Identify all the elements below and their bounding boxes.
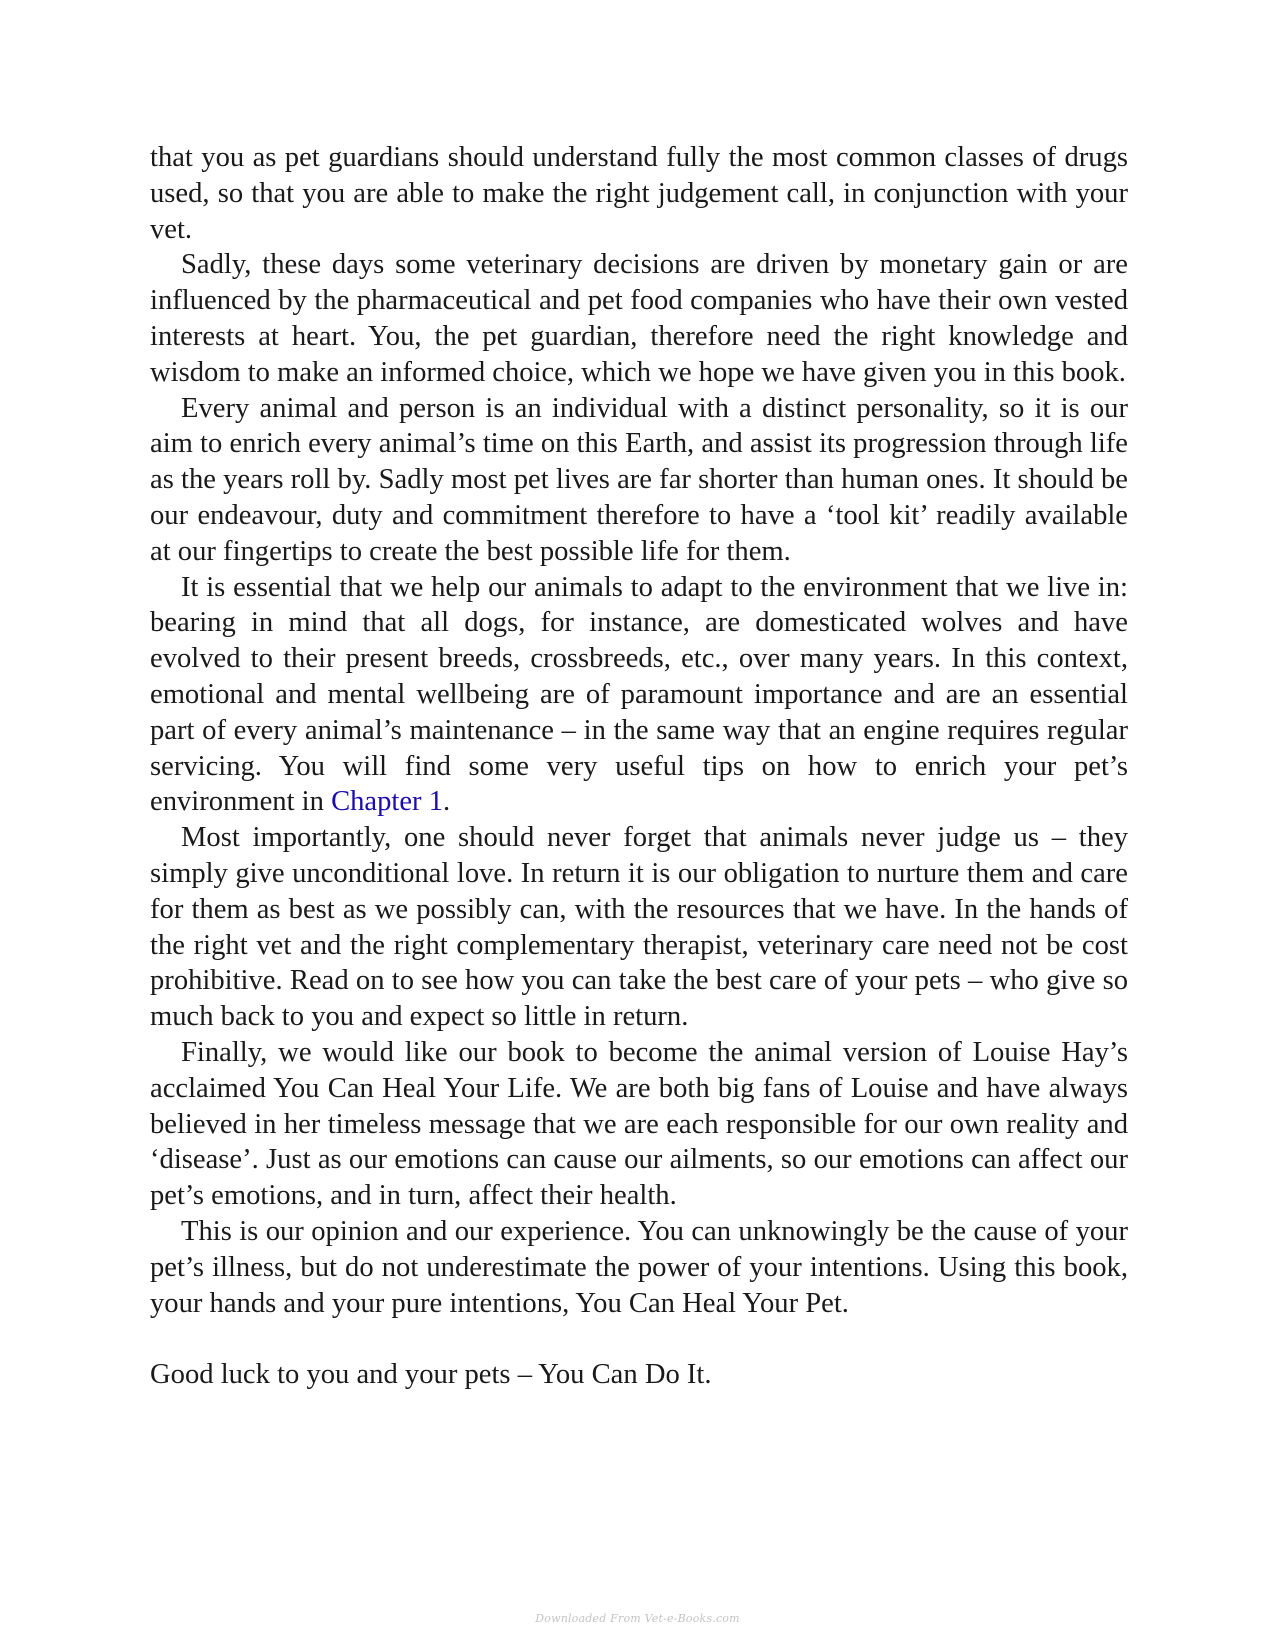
paragraph-veterinary-decisions: Sadly, these days some veterinary decisions are driven by monetary gain or are influenced by the pharmaceutical and pet food companies who have their own vested interests at heart. You, the pet guardian, therefore need the right knowledge and wisdom to make an informed choice, which we hope we have given you in this book. — [150, 249, 1128, 388]
paragraph-environment — [150, 570, 1128, 821]
download-watermark: Downloaded From Vet-e-Books.com — [535, 1612, 740, 1625]
paragraph-continued: that you as pet guardians should understand fully the most common classes of drugs used, so that you are able to make the right judgement call, in conjunction with your vet. — [150, 142, 1128, 245]
closing-line: Good luck to you and your pets – You Can Do It. — [150, 1359, 712, 1391]
paragraph-environment-text: It is essential that we help our animals to adapt to the environment that we live in: bearing in mind that all dogs, for instance, are domesticated wolves and have evolved to their present breeds, crossbreeds, etc., over many years. In this context, emotional and mental wellbeing are of paramount importance and are an essential part of every animal’s maintenance – in the same way that an engine requires regular servicing. You will find some very useful tips on how to enrich your pet’s environment in — [150, 571, 1128, 818]
paragraph-louise-hay: Finally, we would like our book to become the animal version of Louise Hay’s acclaimed You Can Heal Your Life. We are both big fans of Louise and have always believed in her timeless message that we are each responsible for our own reality and ‘disease’. Just as our emotions can cause our ailments, so our emotions can affect our pet’s emotions, and in turn, affect their health. — [150, 1036, 1128, 1212]
page-body — [150, 140, 1128, 1393]
paragraph-environment-end: . — [443, 786, 451, 818]
paragraph-every-animal: Every animal and person is an individual with a distinct personality, so it is our aim to enrich every animal’s time on this Earth, and assist its progression through life as the years roll by. Sadly most pet lives are far shorter than human ones. It should be our endeavour, duty and commitment therefore to have a ‘tool kit’ readily available at our fingertips to create the best possible life for them. — [150, 392, 1128, 567]
paragraph-unconditional-love: Most importantly, one should never forget that animals never judge us – they simply give unconditional love. In return it is our obligation to nurture them and care for them as best as we possibly can, with the resources that we have. In the hands of the right vet and the right complementary therapist, veterinary care need not be cost prohibitive. Read on to see how you can take the best care of your pets – who give so much back to you and expect so little in return. — [150, 822, 1128, 1033]
chapter-1-link[interactable]: Chapter 1 — [331, 786, 444, 818]
paragraph-opinion: This is our opinion and our experience. You can unknowingly be the cause of your pet’s illness, but do not underestimate the power of your intentions. Using this book, your hands and your pure intentions, You Can Heal Your Pet. — [150, 1215, 1128, 1319]
